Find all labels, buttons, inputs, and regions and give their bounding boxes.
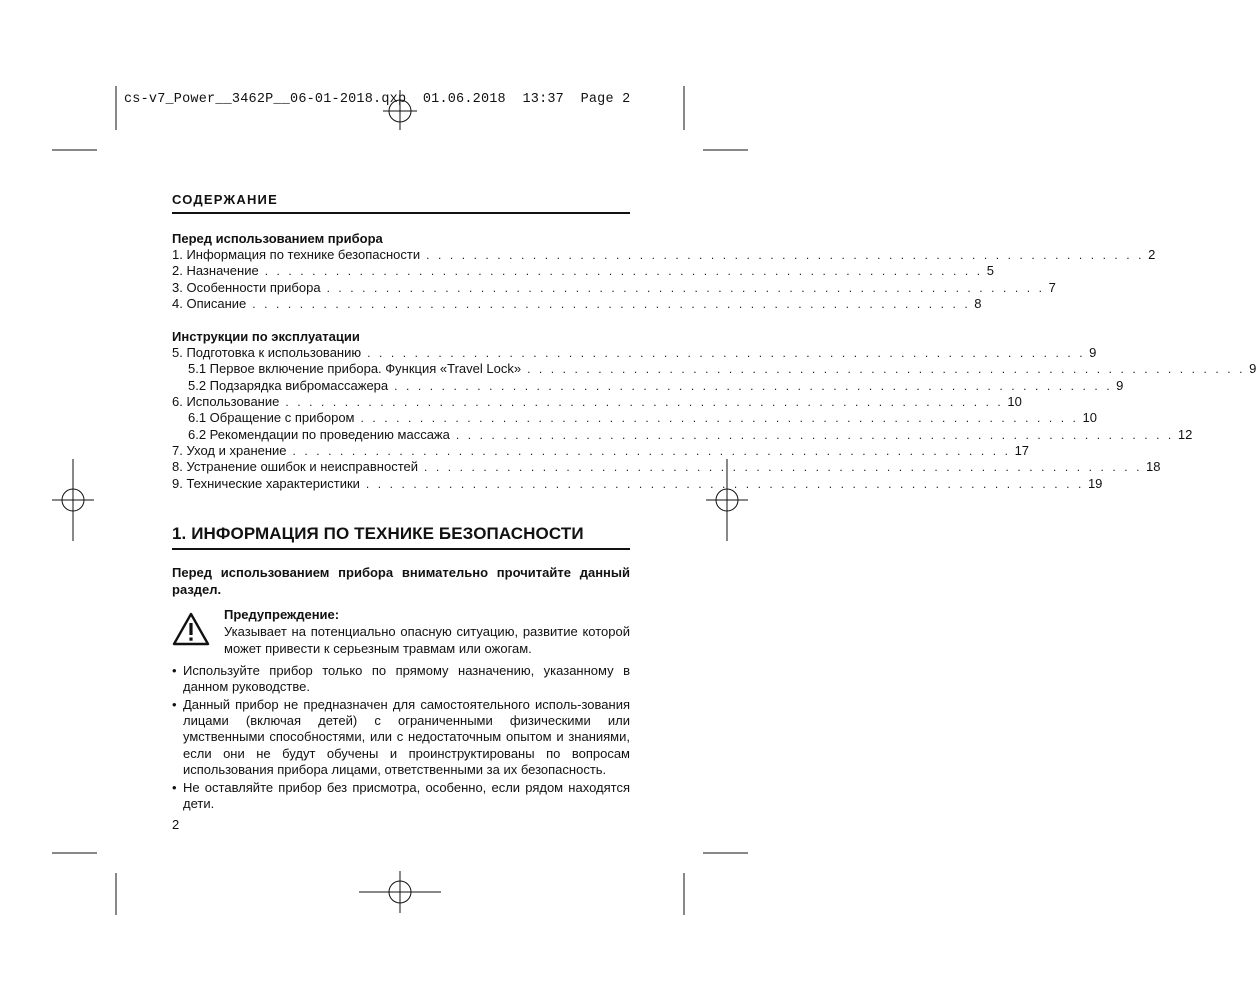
toc-dot-leader: . . . . . . . . . . . . . . . . . . . . . . . . . . . . . . . . . . . . . . . . . . . . . . . . . . . . . . . . . . . . . (455, 427, 1174, 442)
toc-entry (172, 361, 1256, 377)
toc-entry-page: 12 (1177, 426, 1193, 442)
toc-dot-leader: . . . . . . . . . . . . . . . . . . . . . . . . . . . . . . . . . . . . . . . . . . . . . . . . . . . . . . . . . . . . . (527, 362, 1246, 377)
bullet-text: Данный прибор не предназначен для самостоятельного исполь-зования лицами (включая детей) с ограниченными физическими или умственными способностями, или с недостаточным опытом и знаниями, если они не будут обучены и проинструктированы по вопросам использования прибора лицами, ответственными за их безопасность. (183, 696, 630, 778)
toc-entry (172, 475, 1103, 492)
toc-dot-leader: . . . . . . . . . . . . . . . . . . . . . . . . . . . . . . . . . . . . . . . . . . . . . . . . . . . . . . . . . . . . . (394, 378, 1113, 393)
toc-entry-page: 5 (986, 263, 994, 279)
toc-entry (172, 394, 1022, 410)
registration-mark-bottom (359, 871, 441, 913)
toc-entry-label: 5.2 Подзарядка вибромассажера (188, 377, 389, 393)
toc-dot-leader: . . . . . . . . . . . . . . . . . . . . . . . . . . . . . . . . . . . . . . . . . . . . . . . . . . . . . . . . . . . . . (292, 443, 1011, 458)
warning-title: Предупреждение: (224, 606, 340, 622)
list-item (172, 697, 630, 779)
toc-dot-leader: . . . . . . . . . . . . . . . . . . . . . . . . . . . . . . . . . . . . . . . . . . . . . . . . . . . . . . . . . . . . . (252, 296, 971, 311)
toc-entry (172, 345, 1097, 361)
bullet-text: Не оставляйте прибор без присмотра, особенно, если рядом находятся дети. (183, 779, 630, 812)
toc-entry-label: 6. Использование (172, 394, 280, 410)
warning-text: Указывает на потенциально опасную ситуацию, развитие которой может привести к серьезным травмам или ожогам. (224, 623, 630, 656)
toc-entry-label: 5. Подготовка к использованию (172, 345, 362, 361)
toc-heading: СОДЕРЖАНИЕ (172, 192, 630, 214)
toc-entry (172, 410, 1097, 426)
section-title: 1. ИНФОРМАЦИЯ ПО ТЕХНИКЕ БЕЗОПАСНОСТИ (172, 524, 630, 550)
toc-dot-leader: . . . . . . . . . . . . . . . . . . . . . . . . . . . . . . . . . . . . . . . . . . . . . . . . . . . . . . . . . . . . . (360, 411, 1079, 426)
toc-entry-label: 5.1 Первое включение прибора. Функция «Travel Lock» (188, 361, 522, 377)
toc-entry-page: 7 (1048, 279, 1056, 295)
page-number: 2 (172, 817, 180, 832)
toc-dot-leader: . . . . . . . . . . . . . . . . . . . . . . . . . . . . . . . . . . . . . . . . . . . . . . . . . . . . . . . . . . . . . (285, 395, 1004, 410)
page-content (172, 192, 1256, 814)
bullet-icon: • (172, 696, 177, 712)
toc-entry-label: 9. Технические характеристики (172, 475, 360, 491)
toc-entry-label: 1. Информация по технике безопасности (172, 247, 421, 262)
list-item (172, 663, 630, 696)
bullet-text: Используйте прибор только по прямому назначению, указанному в данном руководстве. (183, 662, 630, 695)
toc-dot-leader: . . . . . . . . . . . . . . . . . . . . . . . . . . . . . . . . . . . . . . . . . . . . . . . . . . . . . . . . . . . . . (365, 476, 1084, 491)
print-slug: cs-v7_Power__3462P__06-01-2018.qxp 01.06.2018 13:37 Page 2 (124, 92, 631, 107)
toc-dot-leader: . . . . . . . . . . . . . . . . . . . . . . . . . . . . . . . . . . . . . . . . . . . . . . . . . . . . . . . . . . . . . (264, 264, 983, 279)
toc-entry-page: 17 (1014, 442, 1030, 458)
bullet-icon: • (172, 779, 177, 795)
warning-triangle-icon (172, 606, 224, 657)
toc-entry-page: 9 (1089, 345, 1097, 361)
toc-entry (172, 459, 1161, 475)
toc-entry (172, 247, 1156, 263)
toc-entry-label: 3. Особенности прибора (172, 279, 321, 295)
toc-entry (172, 426, 1193, 443)
toc-entry-page: 2 (1148, 247, 1156, 262)
toc-entry-page: 9 (1249, 361, 1256, 377)
toc-entry-label: 8. Устранение ошибок и неисправностей (172, 459, 419, 475)
toc-entry-page: 8 (974, 295, 982, 311)
toc-group-title: Перед использованием прибора (172, 231, 383, 246)
safety-bullet-list (172, 663, 630, 813)
toc-entry-page: 19 (1087, 475, 1103, 491)
toc-entry-label: 4. Описание (172, 295, 247, 311)
toc-entry (172, 295, 982, 312)
toc-group-title: Инструкции по эксплуатации (172, 329, 360, 345)
toc-entry (172, 377, 1124, 394)
toc-entry-page: 18 (1146, 459, 1161, 475)
section-intro: Перед использованием прибора внимательно прочитайте данный раздел. (172, 564, 630, 597)
table-of-contents (172, 231, 1256, 492)
toc-dot-leader: . . . . . . . . . . . . . . . . . . . . . . . . . . . . . . . . . . . . . . . . . . . . . . . . . . . . . . . . . . . . . (426, 248, 1145, 262)
toc-entry-label: 2. Назначение (172, 263, 259, 279)
bullet-icon: • (172, 662, 177, 678)
toc-entry-page: 10 (1082, 410, 1097, 426)
toc-entry-page: 10 (1007, 394, 1022, 410)
toc-entry (172, 279, 1056, 296)
toc-entry-label: 7. Уход и хранение (172, 442, 287, 458)
toc-entry (172, 442, 1030, 459)
toc-entry-page: 9 (1116, 377, 1124, 393)
toc-dot-leader: . . . . . . . . . . . . . . . . . . . . . . . . . . . . . . . . . . . . . . . . . . . . . . . . . . . . . . . . . . . . . (367, 346, 1086, 361)
warning-block (172, 606, 630, 657)
toc-entry-label: 6.2 Рекомендации по проведению массажа (188, 426, 450, 442)
toc-dot-leader: . . . . . . . . . . . . . . . . . . . . . . . . . . . . . . . . . . . . . . . . . . . . . . . . . . . . . . . . . . . . . (326, 280, 1045, 295)
toc-entry (172, 263, 994, 279)
toc-dot-leader: . . . . . . . . . . . . . . . . . . . . . . . . . . . . . . . . . . . . . . . . . . . . . . . . . . . . . . . . . . . . . (424, 460, 1143, 475)
registration-mark-left (52, 459, 94, 541)
list-item (172, 780, 630, 813)
toc-entry-label: 6.1 Обращение с прибором (188, 410, 355, 426)
